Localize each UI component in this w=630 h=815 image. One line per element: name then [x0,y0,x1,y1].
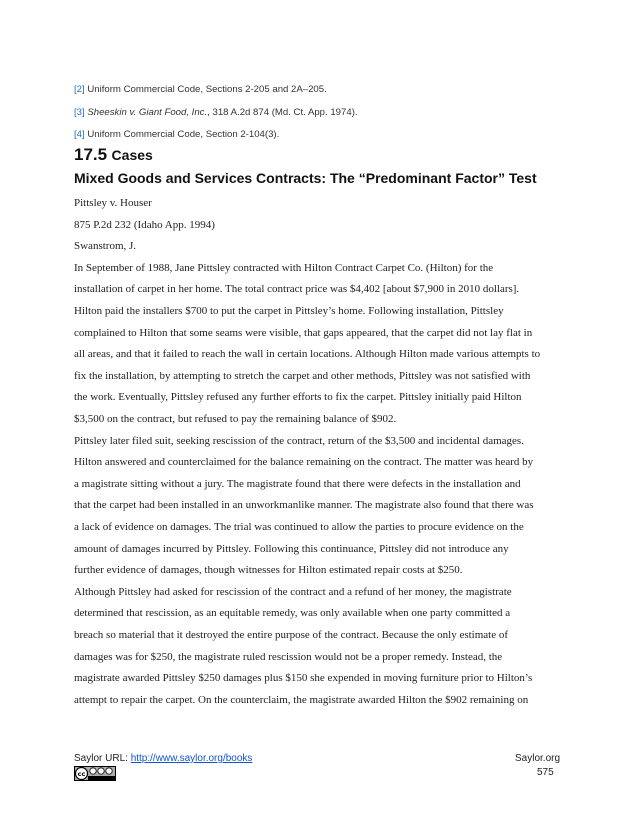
body-line: further evidence of damages, though witnesses for Hilton estimated repair costs at $250. [74,564,463,577]
footnote-ref-link[interactable]: [3] [74,107,85,118]
body-line: Hilton paid the installers $700 to put the carpet in Pittsley’s home. Following installation, Pittsley [74,305,504,317]
footnote-3 [74,107,358,118]
body-line: $3,500 on the contract, but refused to pay the remaining balance of $902. [74,413,397,425]
footnote-text: Uniform Commercial Code, Section 2-104(3). [84,129,280,140]
svg-text:cc: cc [77,770,86,778]
footnote-text: , 318 A.2d 874 (Md. Ct. App. 1974). [207,107,358,118]
body-line: damages was for $250, the magistrate ruled rescission would not be a proper remedy. Instead, the [74,650,503,663]
body-line: In September of 1988, Jane Pittsley contracted with Hilton Contract Carpet Co. (Hilton) for the [74,261,494,274]
footnote-case-name: Sheeskin v. Giant Food, Inc. [87,107,208,118]
body-line: a magistrate sitting without a jury. The magistrate found that there were defects in the installation and [74,477,521,490]
cc-license-badge[interactable] [74,766,116,786]
body-line: amount of damages incurred by Pittsley. Following this continuance, Pittsley did not introduce any [74,542,509,555]
footer-url-label: Saylor URL: [74,753,131,764]
footer-url [74,753,252,764]
body-line: determined that rescission, as an equitable remedy, was only available when one party committed a [74,607,511,620]
footer-site: Saylor.org [515,753,561,764]
page-number: 575 [537,767,554,778]
section-heading [74,145,153,165]
body-line: a lack of evidence on damages. The trial was continued to allow the parties to procure evidence on the [74,521,524,533]
body-line: magistrate awarded Pittsley $250 damages plus $150 she expended in moving furniture prior to Hilton’s [74,672,533,685]
body-line: 875 P.2d 232 (Idaho App. 1994) [74,218,215,231]
footnote-ref-link[interactable]: [4] [74,129,85,140]
body-line: Hilton answered and counterclaimed for the balance remaining on the contract. The matter was heard by [74,456,534,469]
body-line: Pittsley v. Houser [74,197,152,209]
section-number: 17.5 [74,145,108,164]
body-line: installation of carpet in her home. The total contract price was $4,402 [about $7,900 in 2010 dollars]. [74,283,520,296]
footnote-text: Uniform Commercial Code, Sections 2-205 and 2A–205. [84,84,327,95]
body-line: attempt to repair the carpet. On the counterclaim, the magistrate awarded Hilton the $902 remaining on [74,693,529,706]
case-title: Mixed Goods and Services Contracts: The “Predominant Factor” Test [74,170,537,186]
body-line: Swanstrom, J. [74,240,137,253]
footnote-ref-link[interactable]: [2] [74,84,85,95]
body-line: fix the installation, by attempting to stretch the carpet and other methods, Pittsley was not satisfied with [74,369,531,382]
body-line: that the carpet had been installed in an unworkmanlike manner. The magistrate also found that there was [74,499,534,512]
cc-license-icon [74,766,116,781]
body-line: all areas, and that it failed to reach the wall in certain locations. Although Hilton made various attempts to [74,348,541,361]
section-title: Cases [111,147,153,163]
footer-url-link[interactable]: http://www.saylor.org/books [130,753,253,764]
footnote-2 [74,84,327,95]
body-line: Although Pittsley had asked for rescission of the contract and a refund of her money, the magistrate [74,585,512,598]
body-line: breach so material that it destroyed the entire purpose of the contract. Because the only estimate of [74,629,509,641]
footnote-4 [74,129,279,140]
body-line: complained to Hilton that some seams were visible, that gaps appeared, that the carpet did not lay flat in [74,326,533,339]
body-line: the work. Eventually, Pittsley refused any further efforts to fix the carpet. Pittsley initially paid Hilton [74,391,522,404]
body-line: Pittsley later filed suit, seeking rescission of the contract, return of the $3,500 and incidental damages. [74,434,524,447]
